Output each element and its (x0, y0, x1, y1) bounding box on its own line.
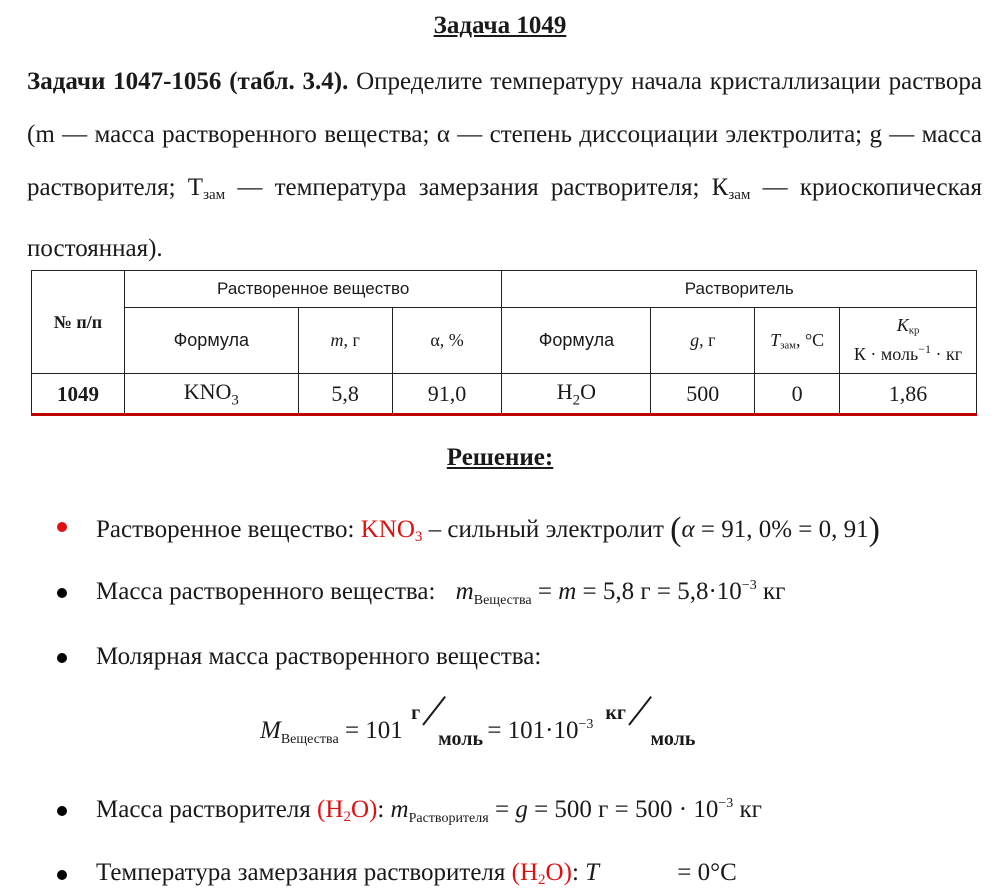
list-item-solvent-mass: Масса растворителя $(H_2O)$: $m_{Растворителя} = g = 500$ $г = 500 \cdot 10^{-3}$ кг (96, 796, 762, 826)
bullet-icon (57, 806, 67, 816)
list-item-solute-mass: Масса растворенного вещества: $m_{Вещества} = m = 5,8$ $г = 5,8\cdot 10^{-3}$ кг (96, 578, 786, 608)
statement-sub-2: зам (728, 186, 751, 203)
cell-mass: 5,8 (298, 374, 392, 415)
header-mass: m, г (298, 308, 392, 374)
solution-heading: Решение: (446, 444, 554, 471)
bullet-icon (57, 588, 67, 598)
problem-range: Задачи 1047-1056 (табл. 3.4). (27, 68, 349, 95)
cell-freezing-temp: 0 (755, 374, 840, 415)
cell-solvent-mass: 500 (651, 374, 755, 415)
statement-sub-1: зам (203, 186, 226, 203)
cell-solute-formula: $KNO_3$ (124, 374, 298, 415)
header-solute-group: Растворенное вещество (124, 271, 502, 308)
statement-text-1: Определите температуру начала кристаллизации раствора (m — масса растворенного вещества; α — степень диссоциации электролита; g — масса растворителя; Т (27, 68, 982, 201)
list-item-freezing-temp: Температура замерзания растворителя $(H_2O)$: T = 0°C (96, 859, 737, 888)
table-bottom-rule (31, 413, 977, 416)
table-row (32, 374, 977, 415)
problem-statement (27, 55, 982, 275)
bullet-icon (57, 653, 67, 663)
cell-solvent-formula: $H_2O$ (502, 374, 651, 415)
statement-text-2: — температура замерзания растворителя; К (225, 174, 729, 201)
data-table (31, 270, 977, 415)
solute-formula: $KNO_3$ (360, 516, 423, 545)
page-title: Задача 1049 (433, 12, 567, 39)
molar-mass-formula: $M_{Вещества} = 101$ г моль = $101\cdot 10^{-3}$ кг моль (260, 712, 665, 752)
bullet-icon (57, 522, 67, 532)
list-item-molar-mass: Молярная масса растворенного вещества: (96, 643, 542, 670)
header-solute-formula: Формула (124, 308, 298, 374)
cell-number: 1049 (32, 374, 125, 415)
bullet-icon (57, 870, 67, 880)
header-alpha: α, % (392, 308, 502, 374)
header-solvent-mass: g, г (651, 308, 755, 374)
header-cryoscopic-constant: $K_{кр}$ К · моль$^{-1}$ · кг (840, 308, 977, 374)
header-solvent-group: Растворитель (502, 271, 977, 308)
statement-text-3: — криоскопическая постоянная). (27, 174, 982, 262)
cell-alpha: 91,0 (392, 374, 502, 415)
cell-cryoscopic-constant: 1,86 (840, 374, 977, 415)
list-item-solute: Растворенное вещество: $KNO_3$ – сильный электролит (α = 91, 0% = 0, 91) (96, 511, 880, 548)
header-number: № п/п (32, 271, 125, 374)
header-freezing-temp: $T_{зам}$, °C (755, 308, 840, 374)
header-solvent-formula: Формула (502, 308, 651, 374)
